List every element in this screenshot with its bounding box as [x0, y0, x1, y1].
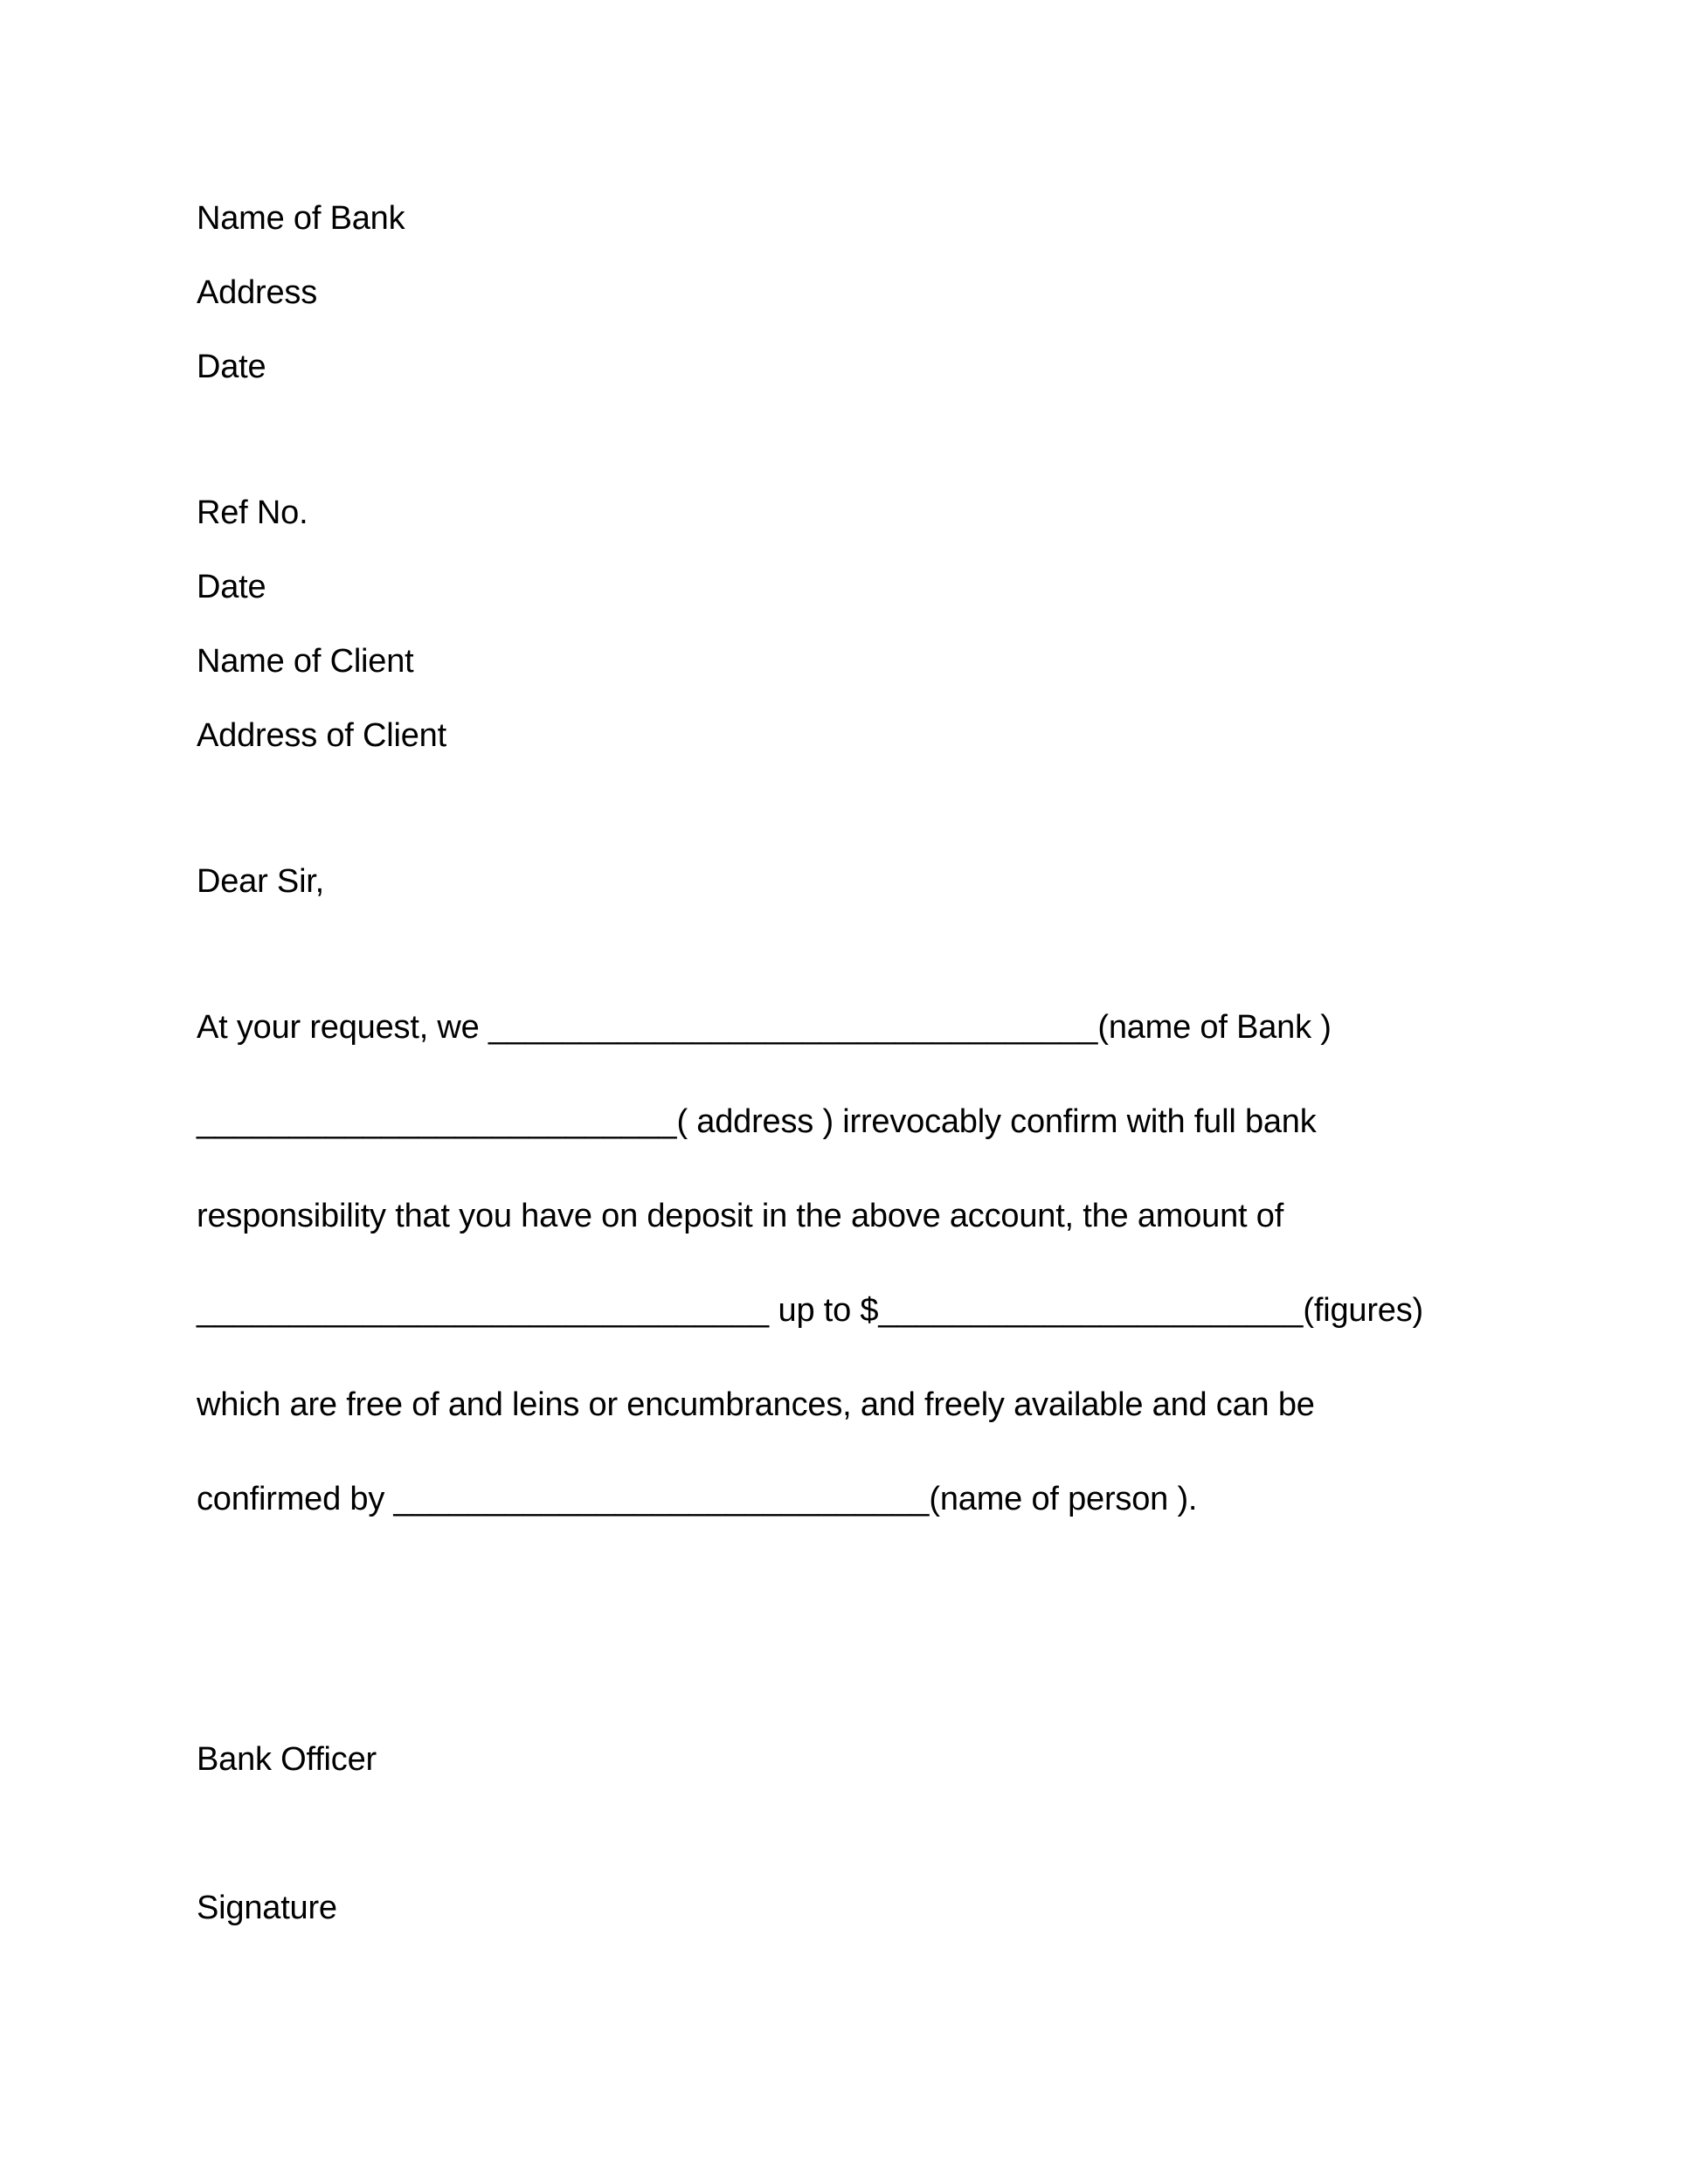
body-line-6	[197, 1452, 1423, 1546]
body-line-1	[197, 980, 1423, 1075]
body-line-3: responsibility that you have on deposit in the above account, the amount of	[197, 1198, 1284, 1234]
body-line-2	[197, 1075, 1423, 1169]
body-line-6-caption: (name of person ).	[929, 1481, 1198, 1517]
blank-bank-address: __________________________	[197, 1103, 677, 1140]
bank-address-line: Address	[197, 274, 318, 311]
signature-line: Signature	[197, 1890, 337, 1926]
body-line-4-caption: (figures)	[1303, 1292, 1423, 1329]
ref-no-line: Ref No.	[197, 494, 308, 531]
body-line-2-text: ( address ) irrevocably confirm with full bank	[676, 1103, 1317, 1140]
body-line-6-text: confirmed by	[197, 1481, 394, 1517]
body-line-4-text: up to $	[769, 1292, 879, 1329]
salutation-line: Dear Sir,	[197, 863, 325, 900]
blank-bank-name: _________________________________	[488, 1009, 1098, 1046]
client-name-line: Name of Client	[197, 643, 414, 680]
client-address-line: Address of Client	[197, 717, 446, 754]
blank-amount-words: _______________________________	[197, 1292, 770, 1329]
letter-content	[197, 182, 1423, 1946]
bank-officer-line: Bank Officer	[197, 1741, 377, 1778]
blank-person-name: _____________________________	[393, 1481, 930, 1517]
body-line-1-text: At your request, we	[197, 1009, 488, 1046]
blank-amount-figures: _______________________	[878, 1292, 1304, 1329]
body-line-5: which are free of and leins or encumbrances, and freely available and can be	[197, 1386, 1315, 1423]
body-line-4	[197, 1263, 1423, 1358]
bank-name-line: Name of Bank	[197, 200, 405, 237]
ref-date-line: Date	[197, 569, 266, 605]
body-line-1-caption: (name of Bank )	[1097, 1009, 1332, 1046]
bank-date-line: Date	[197, 349, 266, 385]
